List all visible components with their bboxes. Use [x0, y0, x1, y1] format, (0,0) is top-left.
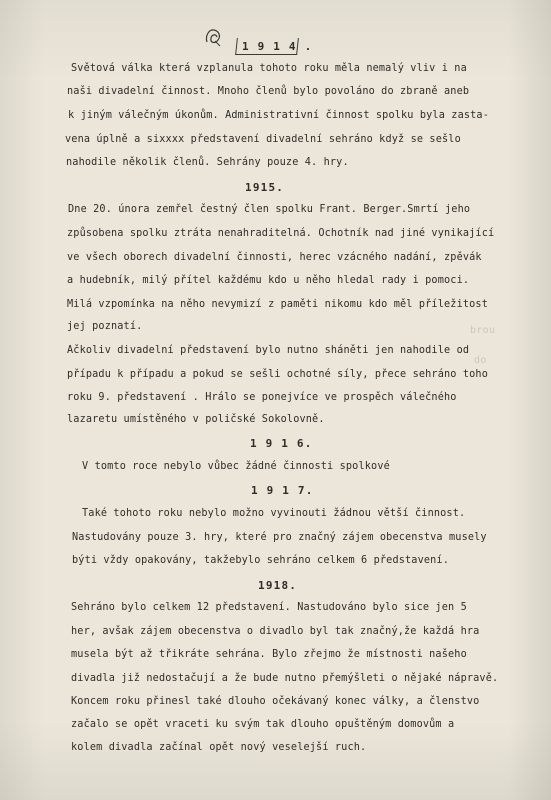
- bleed-through-text: do: [474, 355, 487, 366]
- text-line: naši divadelní činnost. Mnoho členů bylo povoláno do zbraně aneb: [67, 86, 470, 97]
- text-line: jej poznatí.: [67, 321, 143, 332]
- text-line: a hudebník, milý přítel každému kdo u něho hledal rady i pomoci.: [67, 275, 470, 286]
- text-line: Ačkoliv divadelní představení bylo nutno sháněti jen nahodile od: [67, 345, 470, 356]
- heading-1916: 1 9 1 6.: [250, 437, 313, 450]
- text-line: divadla již nedostačují a že bude nutno přemýšleti o nějaké nápravě.: [71, 673, 499, 684]
- text-line: V tomto roce nebylo vůbec žádné činnosti spolkové: [82, 461, 390, 472]
- handwritten-mark-icon: [203, 26, 225, 48]
- text-line: býti vždy opakovány, takžebylo sehráno celkem 6 představení.: [72, 555, 450, 566]
- text-line: musela být až třikráte sehrána. Bylo zřejmo že místnosti našeho: [71, 649, 467, 660]
- text-line: Také tohoto roku nebylo možno vyvinouti žádnou větší činnost.: [82, 508, 466, 519]
- heading-1915: 1915.: [245, 181, 285, 194]
- text-line: ve všech oborech divadelní činnosti, herec vzácného nadání, zpěvák: [67, 252, 482, 263]
- text-line: vena úplně a sixxxx představení divadelní sehráno když se sešlo: [65, 134, 461, 145]
- heading-1918: 1918.: [258, 579, 298, 592]
- text-line: roku 9. představení . Hrálo se ponejvíce ve prospěch válečného: [67, 392, 457, 403]
- text-line: případu k případu a pokud se sešli ochotné síly, přece sehráno toho: [67, 369, 488, 380]
- bleed-through-text: brou: [470, 325, 496, 336]
- text-line: způsobena spolku ztráta nenahraditelná. Ochotník nad jiné vynikající: [67, 228, 495, 239]
- text-line: k jiným válečným úkonům. Administrativní činnost spolku byla zasta-: [68, 110, 489, 121]
- heading-1917: 1 9 1 7.: [251, 484, 314, 497]
- text-line: Světová válka která vzplanula tohoto roku měla nemalý vliv i na: [71, 63, 467, 74]
- text-line: lazaretu umístěného v poličské Sokolovně.: [67, 414, 325, 425]
- text-line: Sehráno bylo celkem 12 představení. Nastudováno bylo sice jen 5: [71, 602, 467, 613]
- text-line: Nastudovány pouze 3. hry, které pro značný zájem obecenstva musely: [72, 532, 487, 543]
- text-line: začalo se opět vraceti ku svým tak dlouho opuštěným domovům a: [71, 719, 455, 730]
- text-line: kolem divadla začínal opět nový veselejší ruch.: [71, 742, 367, 753]
- text-line: nahodile několik členů. Sehrány pouze 4. hry.: [66, 157, 349, 168]
- text-line: Koncem roku přinesl také dlouho očekávaný konec války, a členstvo: [71, 696, 480, 707]
- heading-1914: 1 9 1 4 .: [242, 40, 313, 53]
- text-line: Dne 20. února zemřel čestný člen spolku Frant. Berger.Smrtí jeho: [68, 204, 471, 215]
- text-line: Milá vzpomínka na něho nevymizí z paměti nikomu kdo měl příležitost: [67, 299, 488, 310]
- text-line: her, avšak zájem obecenstva o divadlo byl tak značný,že každá hra: [71, 626, 480, 637]
